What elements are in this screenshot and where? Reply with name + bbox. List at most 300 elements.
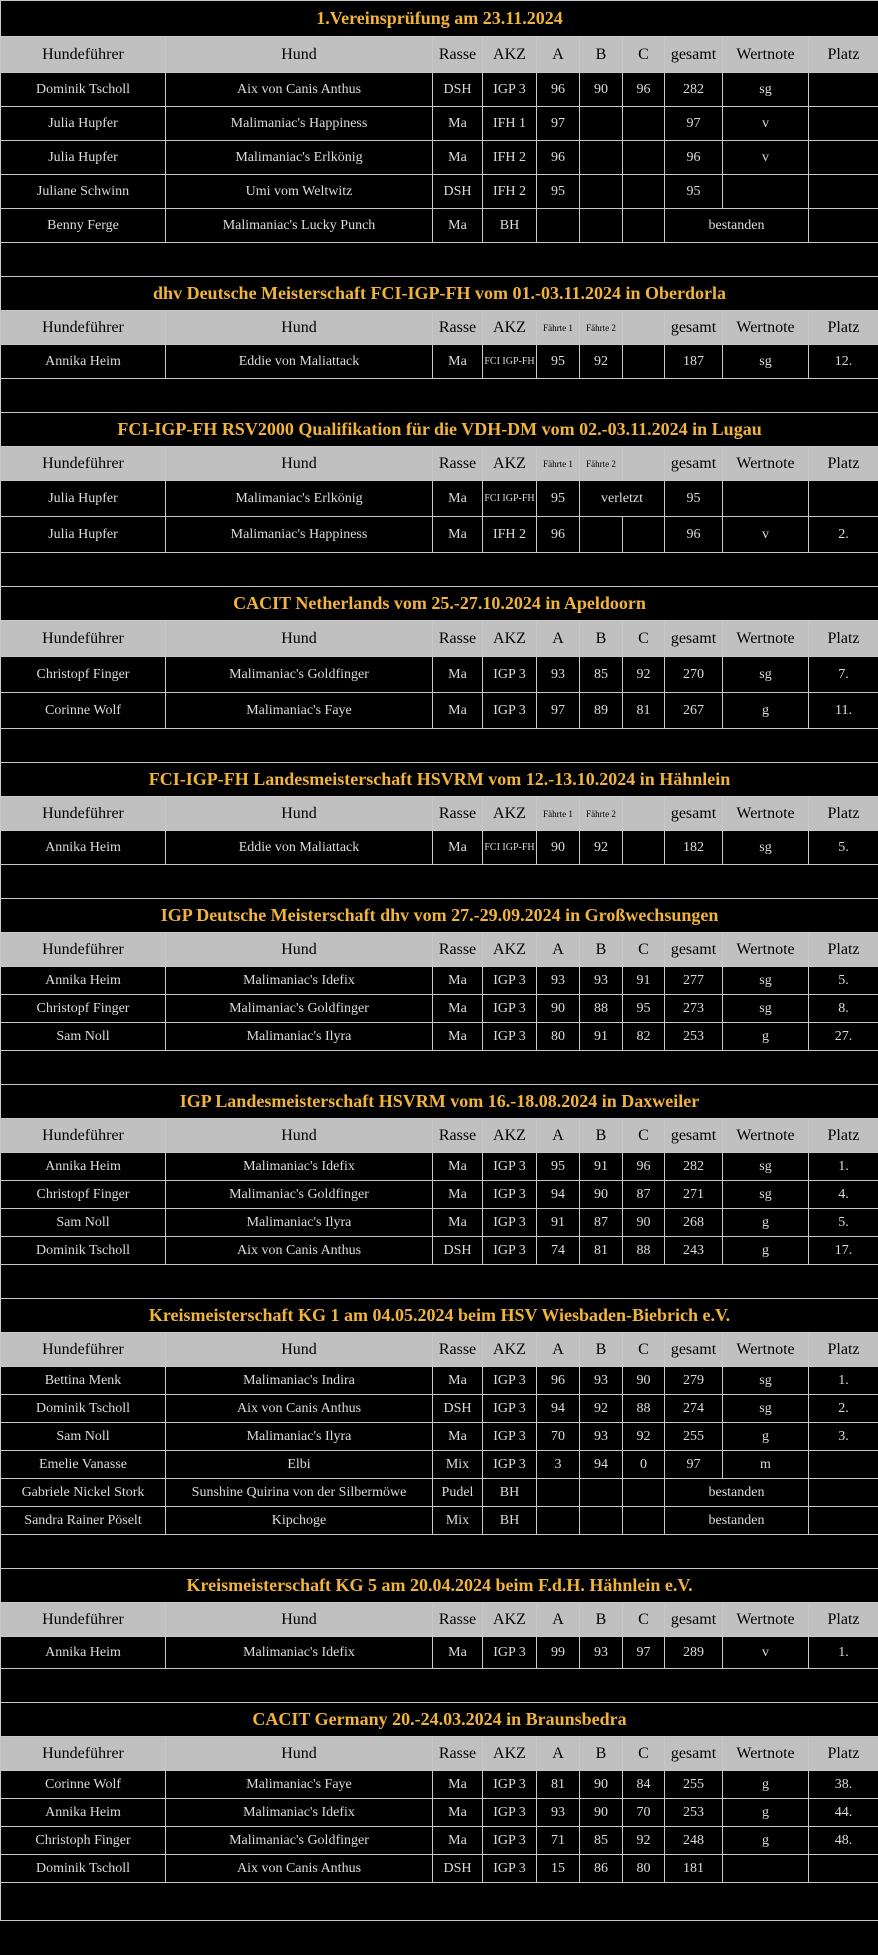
- akz-cell: IGP 3: [483, 1799, 537, 1827]
- column-header-handler: Hundeführer: [1, 311, 166, 345]
- breed-cell: Ma: [433, 1637, 483, 1669]
- akz-cell: FCI IGP-FH: [483, 831, 537, 865]
- handler-cell: Benny Ferge: [1, 209, 166, 243]
- handler-cell: Julia Hupfer: [1, 107, 166, 141]
- grade-cell: sg: [723, 345, 809, 379]
- place-cell: 17.: [809, 1237, 878, 1265]
- dog-cell: Malimaniac's Ilyra: [166, 1423, 433, 1451]
- result-row: [1, 1799, 878, 1827]
- akz-cell: IGP 3: [483, 1771, 537, 1799]
- total-cell: 282: [665, 1153, 723, 1181]
- column-header-grade: Wertnote: [723, 447, 809, 481]
- column-header-dog: Hund: [166, 1333, 433, 1367]
- score-c-cell: 70: [623, 1799, 665, 1827]
- total-cell: 95: [665, 175, 723, 209]
- score-b-cell: 93: [580, 1367, 623, 1395]
- score-a-cell: 96: [537, 141, 580, 175]
- place-cell: 38.: [809, 1771, 878, 1799]
- place-cell: [809, 1507, 878, 1535]
- column-header-b: B: [580, 1737, 623, 1771]
- column-header-place: Platz: [809, 1737, 878, 1771]
- total-cell: 187: [665, 345, 723, 379]
- result-row: [1, 967, 878, 995]
- header-row: [1, 797, 878, 831]
- score-b-cell: 85: [580, 1827, 623, 1855]
- handler-cell: Christopf Finger: [1, 995, 166, 1023]
- grade-cell: v: [723, 141, 809, 175]
- column-header-akz: AKZ: [483, 311, 537, 345]
- score-a-cell: [537, 1507, 580, 1535]
- column-header-handler: Hundeführer: [1, 1737, 166, 1771]
- score-b-cell: 81: [580, 1237, 623, 1265]
- column-header-breed: Rasse: [433, 1737, 483, 1771]
- score-c-cell: 81: [623, 693, 665, 729]
- result-row: [1, 107, 878, 141]
- column-header-b: B: [580, 621, 623, 657]
- header-row: [1, 1333, 878, 1367]
- grade-cell: g: [723, 1423, 809, 1451]
- dog-cell: Malimaniac's Happiness: [166, 107, 433, 141]
- section-title-row: [1, 1569, 878, 1603]
- place-cell: [809, 209, 878, 243]
- column-header-akz: AKZ: [483, 1333, 537, 1367]
- total-cell: 243: [665, 1237, 723, 1265]
- total-cell: 181: [665, 1855, 723, 1883]
- dog-cell: Eddie von Maliattack: [166, 831, 433, 865]
- total-cell: 96: [665, 517, 723, 553]
- handler-cell: Sam Noll: [1, 1209, 166, 1237]
- section-title: 1.Vereinsprüfung am 23.11.2024: [1, 1, 878, 37]
- akz-cell: IGP 3: [483, 693, 537, 729]
- score-b-cell: 90: [580, 73, 623, 107]
- breed-cell: Ma: [433, 209, 483, 243]
- handler-cell: Christoph Finger: [1, 1827, 166, 1855]
- header-row: [1, 621, 878, 657]
- score-a-cell: [537, 209, 580, 243]
- total-cell: 97: [665, 1451, 723, 1479]
- column-header-handler: Hundeführer: [1, 933, 166, 967]
- gap-cell: [1, 1051, 878, 1085]
- dog-cell: Malimaniac's Erlkönig: [166, 141, 433, 175]
- score-c-cell: 90: [623, 1209, 665, 1237]
- total-cell: 97: [665, 107, 723, 141]
- breed-cell: DSH: [433, 1395, 483, 1423]
- akz-cell: IFH 1: [483, 107, 537, 141]
- place-cell: 27.: [809, 1023, 878, 1051]
- handler-cell: Annika Heim: [1, 345, 166, 379]
- result-row: [1, 1023, 878, 1051]
- column-header-b: B: [580, 37, 623, 73]
- breed-cell: Mix: [433, 1507, 483, 1535]
- akz-cell: IGP 3: [483, 1237, 537, 1265]
- place-cell: 11.: [809, 693, 878, 729]
- grade-cell: sg: [723, 995, 809, 1023]
- column-header-track1: Fährte 1: [537, 797, 580, 831]
- dog-cell: Malimaniac's Goldfinger: [166, 995, 433, 1023]
- score-b-cell: [580, 517, 623, 553]
- score-c-cell: 96: [623, 1153, 665, 1181]
- breed-cell: Ma: [433, 995, 483, 1023]
- score-c-cell: 91: [623, 967, 665, 995]
- column-header-total: gesamt: [665, 447, 723, 481]
- column-header-handler: Hundeführer: [1, 37, 166, 73]
- handler-cell: Annika Heim: [1, 1153, 166, 1181]
- result-row: [1, 693, 878, 729]
- handler-cell: Sam Noll: [1, 1423, 166, 1451]
- grade-cell: g: [723, 1023, 809, 1051]
- column-header-dog: Hund: [166, 447, 433, 481]
- handler-cell: Emelie Vanasse: [1, 1451, 166, 1479]
- section-gap: [1, 379, 878, 413]
- akz-cell: BH: [483, 209, 537, 243]
- akz-cell: IGP 3: [483, 967, 537, 995]
- column-header-grade: Wertnote: [723, 621, 809, 657]
- column-header-total: gesamt: [665, 37, 723, 73]
- place-cell: 1.: [809, 1367, 878, 1395]
- column-header-empty: [623, 797, 665, 831]
- column-header-handler: Hundeführer: [1, 621, 166, 657]
- total-cell: 95: [665, 481, 723, 517]
- grade-cell: sg: [723, 657, 809, 693]
- section-gap: [1, 1535, 878, 1569]
- result-row: [1, 209, 878, 243]
- column-header-total: gesamt: [665, 933, 723, 967]
- dog-cell: Malimaniac's Idefix: [166, 1153, 433, 1181]
- column-header-handler: Hundeführer: [1, 1603, 166, 1637]
- column-header-grade: Wertnote: [723, 1737, 809, 1771]
- akz-cell: IGP 3: [483, 1181, 537, 1209]
- grade-cell: v: [723, 107, 809, 141]
- akz-cell: IFH 2: [483, 517, 537, 553]
- gap-cell: [1, 1535, 878, 1569]
- handler-cell: Gabriele Nickel Stork: [1, 1479, 166, 1507]
- score-b-cell: 88: [580, 995, 623, 1023]
- place-cell: [809, 1479, 878, 1507]
- handler-cell: Sam Noll: [1, 1023, 166, 1051]
- dog-cell: Aix von Canis Anthus: [166, 1237, 433, 1265]
- score-a-cell: 93: [537, 657, 580, 693]
- handler-cell: Corinne Wolf: [1, 693, 166, 729]
- total-cell: 255: [665, 1771, 723, 1799]
- section-title: IGP Deutsche Meisterschaft dhv vom 27.-29.09.2024 in Großwechsungen: [1, 899, 878, 933]
- breed-cell: Ma: [433, 481, 483, 517]
- gap-cell: [1, 243, 878, 277]
- column-header-place: Platz: [809, 1119, 878, 1153]
- akz-cell: BH: [483, 1479, 537, 1507]
- akz-cell: IGP 3: [483, 1637, 537, 1669]
- score-c-cell: 96: [623, 73, 665, 107]
- place-cell: 12.: [809, 345, 878, 379]
- total-cell: 270: [665, 657, 723, 693]
- column-header-dog: Hund: [166, 1119, 433, 1153]
- score-a-cell: 95: [537, 481, 580, 517]
- dog-cell: Malimaniac's Idefix: [166, 967, 433, 995]
- section-title: dhv Deutsche Meisterschaft FCI-IGP-FH vom 01.-03.11.2024 in Oberdorla: [1, 277, 878, 311]
- column-header-total: gesamt: [665, 1603, 723, 1637]
- header-row: [1, 37, 878, 73]
- score-c-cell: [623, 1479, 665, 1507]
- akz-cell: IGP 3: [483, 1395, 537, 1423]
- column-header-dog: Hund: [166, 797, 433, 831]
- dog-cell: Malimaniac's Goldfinger: [166, 657, 433, 693]
- handler-cell: Sandra Rainer Pöselt: [1, 1507, 166, 1535]
- grade-cell: v: [723, 1637, 809, 1669]
- breed-cell: Ma: [433, 693, 483, 729]
- score-b-cell: 93: [580, 1423, 623, 1451]
- section-title-row: [1, 1, 878, 37]
- breed-cell: Ma: [433, 1423, 483, 1451]
- section-title: Kreismeisterschaft KG 5 am 20.04.2024 beim F.d.H. Hähnlein e.V.: [1, 1569, 878, 1603]
- column-header-handler: Hundeführer: [1, 447, 166, 481]
- column-header-total: gesamt: [665, 621, 723, 657]
- score-c-cell: 88: [623, 1237, 665, 1265]
- score-b-cell: 87: [580, 1209, 623, 1237]
- handler-cell: Annika Heim: [1, 831, 166, 865]
- breed-cell: Ma: [433, 141, 483, 175]
- section-title-row: [1, 899, 878, 933]
- score-c-cell: [623, 345, 665, 379]
- score-c-cell: [623, 831, 665, 865]
- akz-cell: FCI IGP-FH: [483, 345, 537, 379]
- total-cell: 253: [665, 1023, 723, 1051]
- column-header-track2: Fährte 2: [580, 447, 623, 481]
- akz-cell: IGP 3: [483, 995, 537, 1023]
- score-a-cell: 3: [537, 1451, 580, 1479]
- score-c-cell: 80: [623, 1855, 665, 1883]
- section-title-row: [1, 1299, 878, 1333]
- akz-cell: IGP 3: [483, 1023, 537, 1051]
- dog-cell: Aix von Canis Anthus: [166, 1855, 433, 1883]
- akz-cell: IGP 3: [483, 1209, 537, 1237]
- score-c-cell: [623, 1507, 665, 1535]
- column-header-breed: Rasse: [433, 311, 483, 345]
- column-header-c: C: [623, 1119, 665, 1153]
- score-a-cell: 15: [537, 1855, 580, 1883]
- column-header-grade: Wertnote: [723, 1603, 809, 1637]
- breed-cell: Ma: [433, 831, 483, 865]
- grade-cell: [723, 175, 809, 209]
- column-header-grade: Wertnote: [723, 933, 809, 967]
- gap-cell: [1, 1883, 878, 1921]
- score-c-cell: 87: [623, 1181, 665, 1209]
- score-b-cell: 90: [580, 1799, 623, 1827]
- breed-cell: Ma: [433, 1023, 483, 1051]
- grade-cell: g: [723, 1237, 809, 1265]
- section-title-row: [1, 1085, 878, 1119]
- score-a-cell: 74: [537, 1237, 580, 1265]
- column-header-breed: Rasse: [433, 447, 483, 481]
- score-c-cell: 97: [623, 1637, 665, 1669]
- result-row: [1, 345, 878, 379]
- column-header-place: Platz: [809, 311, 878, 345]
- akz-cell: IGP 3: [483, 657, 537, 693]
- dog-cell: Malimaniac's Indira: [166, 1367, 433, 1395]
- score-a-cell: 94: [537, 1395, 580, 1423]
- gap-cell: [1, 1265, 878, 1299]
- gap-cell: [1, 379, 878, 413]
- place-cell: 7.: [809, 657, 878, 693]
- total-cell: 274: [665, 1395, 723, 1423]
- column-header-a: A: [537, 37, 580, 73]
- column-header-empty: [623, 311, 665, 345]
- dog-cell: Umi vom Weltwitz: [166, 175, 433, 209]
- score-b-cell: [580, 1507, 623, 1535]
- score-a-cell: 95: [537, 345, 580, 379]
- result-row: [1, 1181, 878, 1209]
- column-header-b: B: [580, 1333, 623, 1367]
- score-bc-cell: verletzt: [580, 481, 665, 517]
- column-header-total: gesamt: [665, 1119, 723, 1153]
- column-header-breed: Rasse: [433, 1333, 483, 1367]
- column-header-breed: Rasse: [433, 797, 483, 831]
- place-cell: 1.: [809, 1637, 878, 1669]
- column-header-breed: Rasse: [433, 37, 483, 73]
- score-a-cell: 93: [537, 1799, 580, 1827]
- score-c-cell: [623, 209, 665, 243]
- result-row: [1, 1237, 878, 1265]
- result-row: [1, 141, 878, 175]
- column-header-a: A: [537, 1603, 580, 1637]
- breed-cell: Ma: [433, 1153, 483, 1181]
- breed-cell: Ma: [433, 1209, 483, 1237]
- dog-cell: Malimaniac's Ilyra: [166, 1209, 433, 1237]
- column-header-handler: Hundeführer: [1, 1119, 166, 1153]
- akz-cell: IGP 3: [483, 1423, 537, 1451]
- akz-cell: IGP 3: [483, 1451, 537, 1479]
- handler-cell: Annika Heim: [1, 967, 166, 995]
- score-c-cell: 95: [623, 995, 665, 1023]
- akz-cell: IGP 3: [483, 1827, 537, 1855]
- dog-cell: Malimaniac's Erlkönig: [166, 481, 433, 517]
- result-row: [1, 1153, 878, 1181]
- score-b-cell: 93: [580, 967, 623, 995]
- score-c-cell: 92: [623, 657, 665, 693]
- score-b-cell: 93: [580, 1637, 623, 1669]
- score-a-cell: 94: [537, 1181, 580, 1209]
- place-cell: 48.: [809, 1827, 878, 1855]
- breed-cell: DSH: [433, 175, 483, 209]
- column-header-grade: Wertnote: [723, 1333, 809, 1367]
- header-row: [1, 1119, 878, 1153]
- score-a-cell: 91: [537, 1209, 580, 1237]
- column-header-akz: AKZ: [483, 933, 537, 967]
- total-cell: 96: [665, 141, 723, 175]
- result-row: [1, 481, 878, 517]
- handler-cell: Bettina Menk: [1, 1367, 166, 1395]
- column-header-track2: Fährte 2: [580, 311, 623, 345]
- grade-cell: [723, 481, 809, 517]
- column-header-grade: Wertnote: [723, 1119, 809, 1153]
- column-header-track1: Fährte 1: [537, 447, 580, 481]
- column-header-dog: Hund: [166, 933, 433, 967]
- header-row: [1, 933, 878, 967]
- score-a-cell: 95: [537, 1153, 580, 1181]
- handler-cell: Julia Hupfer: [1, 141, 166, 175]
- total-cell: 182: [665, 831, 723, 865]
- column-header-handler: Hundeführer: [1, 1333, 166, 1367]
- result-row: [1, 1507, 878, 1535]
- column-header-dog: Hund: [166, 1603, 433, 1637]
- result-row: [1, 73, 878, 107]
- handler-cell: Corinne Wolf: [1, 1771, 166, 1799]
- header-row: [1, 447, 878, 481]
- grade-cell: g: [723, 1771, 809, 1799]
- column-header-breed: Rasse: [433, 933, 483, 967]
- handler-cell: Dominik Tscholl: [1, 1237, 166, 1265]
- column-header-place: Platz: [809, 933, 878, 967]
- breed-cell: Mix: [433, 1451, 483, 1479]
- column-header-a: A: [537, 1737, 580, 1771]
- result-row: [1, 1637, 878, 1669]
- dog-cell: Aix von Canis Anthus: [166, 1395, 433, 1423]
- section-title-row: [1, 277, 878, 311]
- column-header-place: Platz: [809, 447, 878, 481]
- column-header-c: C: [623, 621, 665, 657]
- column-header-a: A: [537, 621, 580, 657]
- header-row: [1, 1737, 878, 1771]
- passed-cell: bestanden: [665, 1507, 809, 1535]
- grade-cell: sg: [723, 1181, 809, 1209]
- section-gap: [1, 1883, 878, 1921]
- breed-cell: DSH: [433, 1855, 483, 1883]
- place-cell: 5.: [809, 1209, 878, 1237]
- place-cell: [809, 73, 878, 107]
- section-title: CACIT Germany 20.-24.03.2024 in Braunsbedra: [1, 1703, 878, 1737]
- section-title-row: [1, 413, 878, 447]
- column-header-c: C: [623, 1333, 665, 1367]
- column-header-c: C: [623, 933, 665, 967]
- dog-cell: Malimaniac's Goldfinger: [166, 1181, 433, 1209]
- place-cell: 3.: [809, 1423, 878, 1451]
- total-cell: 268: [665, 1209, 723, 1237]
- place-cell: [809, 175, 878, 209]
- score-b-cell: 89: [580, 693, 623, 729]
- grade-cell: g: [723, 1209, 809, 1237]
- result-row: [1, 1479, 878, 1507]
- score-b-cell: 92: [580, 831, 623, 865]
- place-cell: [809, 481, 878, 517]
- total-cell: 273: [665, 995, 723, 1023]
- akz-cell: BH: [483, 1507, 537, 1535]
- column-header-place: Platz: [809, 797, 878, 831]
- score-c-cell: [623, 107, 665, 141]
- handler-cell: Dominik Tscholl: [1, 1395, 166, 1423]
- score-b-cell: 91: [580, 1153, 623, 1181]
- total-cell: 255: [665, 1423, 723, 1451]
- column-header-place: Platz: [809, 1333, 878, 1367]
- column-header-akz: AKZ: [483, 37, 537, 73]
- grade-cell: g: [723, 1799, 809, 1827]
- score-c-cell: 82: [623, 1023, 665, 1051]
- score-b-cell: [580, 1479, 623, 1507]
- dog-cell: Elbi: [166, 1451, 433, 1479]
- akz-cell: IGP 3: [483, 1153, 537, 1181]
- section-title: IGP Landesmeisterschaft HSVRM vom 16.-18.08.2024 in Daxweiler: [1, 1085, 878, 1119]
- place-cell: [809, 1855, 878, 1883]
- akz-cell: IGP 3: [483, 1367, 537, 1395]
- section-gap: [1, 1265, 878, 1299]
- score-a-cell: 90: [537, 995, 580, 1023]
- result-row: [1, 175, 878, 209]
- akz-cell: IGP 3: [483, 1855, 537, 1883]
- column-header-place: Platz: [809, 621, 878, 657]
- breed-cell: Ma: [433, 1181, 483, 1209]
- handler-cell: Julia Hupfer: [1, 481, 166, 517]
- breed-cell: DSH: [433, 73, 483, 107]
- section-title-row: [1, 587, 878, 621]
- score-a-cell: 97: [537, 693, 580, 729]
- grade-cell: sg: [723, 73, 809, 107]
